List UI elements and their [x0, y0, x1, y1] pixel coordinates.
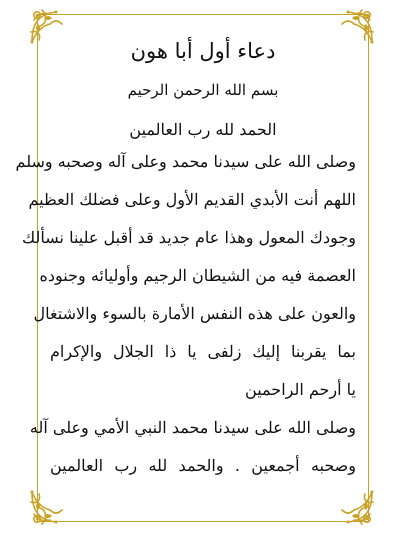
prayer-text-block	[15, 36, 356, 506]
text-line: وصلى الله على سيدنا محمد وعلى آله وصحبه وسلم	[15, 152, 356, 171]
text-line: العصمة فيه من الشيطان الرجيم وأوليائه وجنوده	[39, 266, 356, 285]
text-line: بما يقربنا إليك زلفى يا ذا الجلال والإكرام	[50, 342, 356, 361]
text-line: يا أرحم الراحمين	[245, 380, 356, 399]
text-line: والعون على هذه النفس الأمارة بالسوء والاشتغال	[33, 304, 356, 323]
text-line: اللهم أنت الأبدي القديم الأول وعلى فضلك العظيم	[28, 190, 356, 209]
text-line: وجودك المعول وهذا عام جديد قد أقبل علينا نسألك	[22, 228, 356, 247]
basmala-line: بسم الله الرحمن الرحيم	[127, 81, 279, 99]
text-line: وصحبه أجمعين . والحمد لله رب العالمين	[50, 456, 356, 475]
document-title: دعاء أول أبا هون	[130, 39, 276, 63]
text-line: وصلى الله على سيدنا محمد النبي الأمي وعلى آله	[29, 418, 356, 437]
hamd-line: الحمد لله رب العالمين	[129, 120, 277, 139]
